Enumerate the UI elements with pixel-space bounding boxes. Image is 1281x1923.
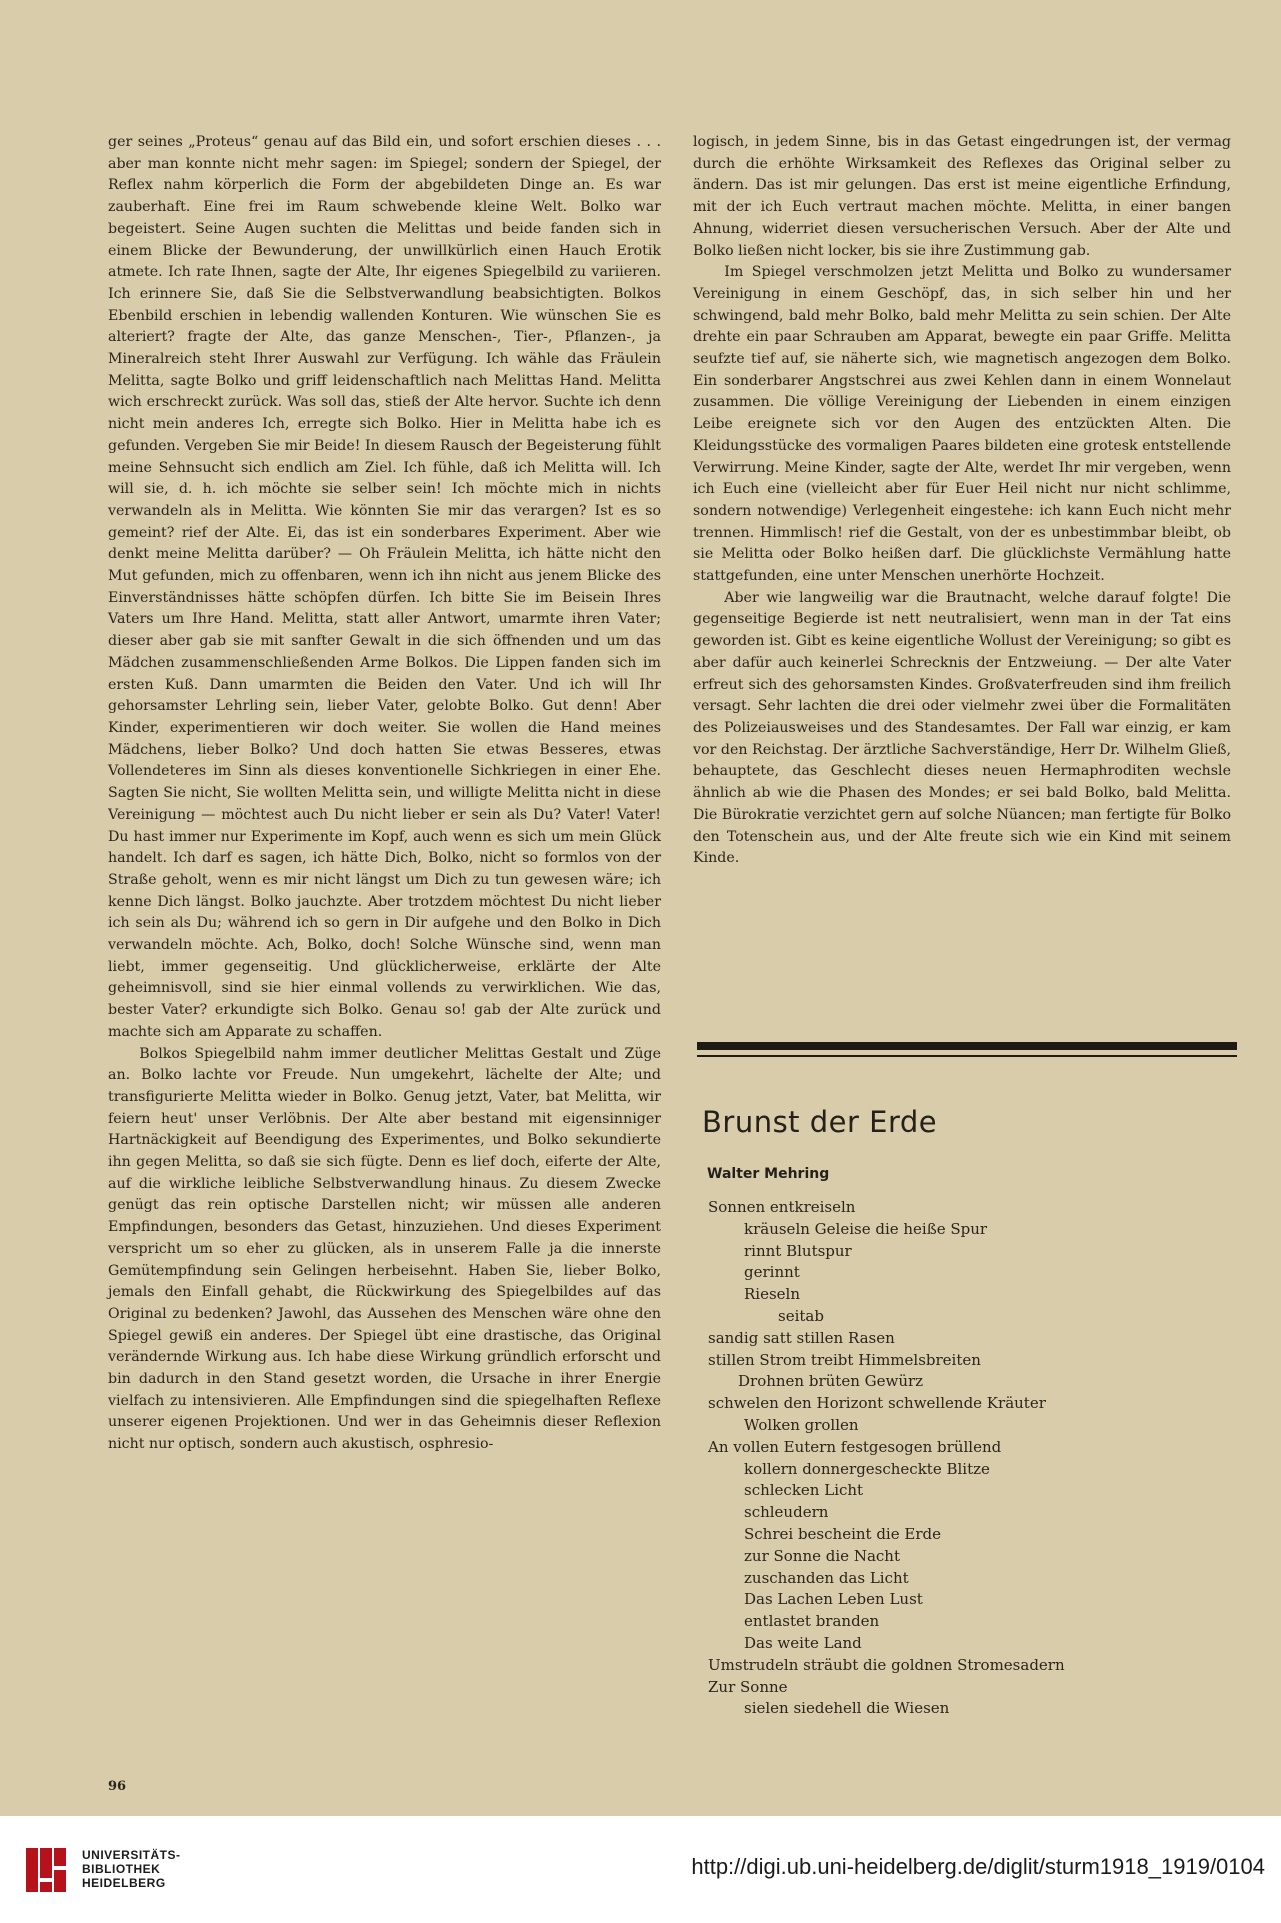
section-divider-thin xyxy=(697,1055,1237,1057)
poem-line: Zur Sonne xyxy=(708,1677,788,1696)
poem-line: stillen Strom treibt Himmelsbreiten xyxy=(708,1350,981,1369)
poem-line: schleudern xyxy=(744,1503,829,1522)
library-logo-line: UNIVERSITÄTS- xyxy=(82,1848,181,1862)
poem-line: Rieseln xyxy=(744,1285,801,1304)
viewer-footer xyxy=(0,1816,1281,1923)
article-paragraph: Im Spiegel verschmolzen jetzt Melitta und Bolko zu wundersamer Vereinigung in einem Geschöpf, das, in sich selber hin und her schwingend, bald mehr Bolko, bald mehr Melitta zu sein schien. Der Alte drehte ein paar Schrauben am Apparat, bewegte ein paar Griffe. Melitta seufzte tief auf, sie näherte sich, wie magnetisch angezogen dem Bolko. Ein sonderbarer Angstschrei aus zwei Kehlen dann in einem Wonnelaut zusammen. Die völlige Vereinigung der Liebenden in einem einzigen Leibe ereignete sich vor den Augen des entzückten Alten. Die Kleidungsstücke des vormaligen Paares bildeten eine grotesk entstellende Verwirrung. Meine Kinder, sagte der Alte, werdet Ihr mir vergeben, wenn ich Euch eine (vielleicht aber für Euer Heil nicht nur nicht schlimme, sondern notwendige) Verlegenheit eingestehe: ich kann Euch nicht mehr trennen. Himmlisch! rief die Gestalt, von der es unbestimmbar bleibt, ob sie Melitta oder Bolko heißen darf. Die glücklichste Vermählung hatte stattgefunden, eine unter Menschen unerhörte Hochzeit. xyxy=(693,264,1231,585)
library-logo-text xyxy=(82,1848,181,1890)
poem-line: rinnt Blutspur xyxy=(744,1241,852,1260)
poem-line: kräuseln Geleise die heiße Spur xyxy=(744,1219,988,1238)
poem-line: Das weite Land xyxy=(744,1633,862,1652)
poem-line: Sonnen entkreiseln xyxy=(708,1198,856,1216)
library-logo-line: BIBLIOTHEK xyxy=(82,1862,161,1876)
poem-author: Walter Mehring xyxy=(707,1166,830,1182)
poem-line: entlastet branden xyxy=(744,1612,880,1631)
university-seal-icon xyxy=(22,1844,70,1896)
poem-line: Umstrudeln sträubt die goldnen Stromesadern xyxy=(708,1655,1065,1674)
article-paragraph: ger seines „Proteus“ genau auf das Bild ein, und sofort erschien dieses . . . aber man konnte nicht mehr sagen: im Spiegel; sondern der Spiegel, der Reflex nahm körperlich die Form der abgebildeten Dinge an. Es war zauberhaft. Eine frei im Raum schwebende kleine Welt. Bolko war begeistert. Seine Augen suchten die Melittas und beide fanden sich in einem Blicke der Bewunderung, der unwillkürlich einen Hauch Erotik atmete. Ich rate Ihnen, sagte der Alte, Ihr eigenes Spiegelbild zu variieren. Ich erinnere Sie, daß Sie die Selbstverwandlung beabsichtigten. Bolkos Ebenbild erschien in lebendig wallenden Konturen. Wie wünschen Sie es alteriert? fragte der Alte, das ganze Menschen-, Tier-, Pflanzen-, ja Mineralreich steht Ihrer Auswahl zur Verfügung. Ich wähle das Fräulein Melitta, sagte Bolko und griff leidenschaftlich nach Melittas Hand. Melitta wich erschreckt zurück. Was soll das, stieß der Alte hervor. Suchte ich denn nicht mein anderes Ich, erregte sich Bolko. Hier in Melitta habe ich es gefunden. Vergeben Sie mir Beide! In diesem Rausch der Begeisterung fühlt meine Sehnsucht sich endlich am Ziel. Ich fühle, daß ich Melitta will. Ich will sie, d. h. ich möchte sie selber sein! Ich möchte mich in nichts verwandeln als in Melitta. Wie könnten Sie mir das verargen? Ist es so gemeint? rief der Alte. Ei, das ist ein sonderbares Experiment. Aber wie denkt meine Melitta darüber? — Oh Fräulein Melitta, ich hätte nicht den Mut gefunden, mich zu offenbaren, wenn ich ihn nicht aus jenem Blicke des Einverständnisses hätte schöpfen dürfen. Ich bitte Sie im Beisein Ihres Vaters um Ihre Hand. Melitta, statt aller Antwort, umarmte ihren Vater; dieser aber gab sie mit sanfter Gewalt in die sich öffnenden und um das Mädchen zusammenschließenden Arme Bolkos. Die Lippen fanden sich im ersten Kuß. Dann umarmten die Beiden den Vater. Und ich will Ihr gehorsamster Lehrling sein, lieber Vater, gelobte Bolko. Gut denn! Aber Kinder, experimentieren wir doch weiter. Sie wollen die Hand meines Mädchens, lieber Bolko? Und doch hatten Sie etwas Besseres, etwas Vollendeteres im Sinn als dieses konventionelle Sichkriegen in einer Ehe. Sagten Sie nicht, Sie wollten Melitta sein, und willigte Melitta nicht in diese Vereinigung — möchtest auch Du nicht lieber er sein als Du? Vater! Vater! Du hast immer nur Experimente im Kopf, auch wenn es sich um mein Glück handelt. Ich darf es sagen, ich hätte Dich, Bolko, nicht so formlos von der Straße geholt, wenn es mir nicht längst um Dich zu tun gewesen wäre; ich kenne Dich längst. Bolko jauchzte. Aber trotzdem möchtest Du nicht lieber ich sein als Du; während ich so gern in Dir aufgehe und den Bolko in Dich verwandeln möchte. Ach, Bolko, doch! Solche Wünsche sind, wenn man liebt, immer gegenseitig. Und glücklicherweise, erklärte der Alte geheimnisvoll, sind sie hier einmal vollends zu verwirklichen. Wie das, bester Vater? erkundigte sich Bolko. Genau so! gab der Alte zurück und machte sich am Apparate zu schaffen. xyxy=(108,134,661,1040)
library-logo-line: HEIDELBERG xyxy=(82,1876,166,1890)
poem-line: seitab xyxy=(778,1306,824,1325)
article-column-left xyxy=(108,132,661,1456)
poem-line: Das Lachen Leben Lust xyxy=(744,1590,923,1609)
article-paragraph: Aber wie langweilig war die Brautnacht, welche darauf folgte! Die gegenseitige Begierde ist nett neutralisiert, wenn man in der Tat eins geworden ist. Gibt es keine eigentliche Wollust der Vereinigung; so gibt es aber dafür auch keinerlei Schrecknis der Entzweiung. — Der alte Vater erfreut sich des gehorsamsten Kindes. Großvaterfreuden sind ihm freilich versagt. Sehr lachten die drei oder vielmehr zwei über die Formalitäten des Polizeiausweises und des Standesamtes. Der Fall war einzig, er kam vor den Reichstag. Der ärztliche Sachverständige, Herr Dr. Wilhelm Gließ, behauptete, das Geschlecht dieses neuen Hermaphroditen wechsle ähnlich ab wie die Phasen des Mondes; er sei bald Bolko, bald Melitta. Die Bürokratie verzichtet gern auf solche Nüancen; man fertigte für Bolko den Totenschein aus, und der Alte freute sich wie ein Kind mit seinem Kinde. xyxy=(693,589,1231,867)
poem-line: Wolken grollen xyxy=(744,1415,859,1434)
poem-line: zuschanden das Licht xyxy=(744,1568,909,1587)
poem-title: Brunst der Erde xyxy=(702,1105,938,1139)
page-number: 96 xyxy=(108,1779,127,1794)
poem-line: sandig satt stillen Rasen xyxy=(708,1328,895,1347)
poem-line: Drohnen brüten Gewürz xyxy=(738,1372,924,1391)
article-paragraph: Bolkos Spiegelbild nahm immer deutlicher Melittas Gestalt und Züge an. Bolko lachte vor Freude. Nun umgekehrt, lächelte der Alte; und transfigurierte Melitta wieder in Bolko. Genug jetzt, Vater, bat Melitta, wir feiern heut' unser Verlöbnis. Der Alte aber bestand mit eigensinniger Hartnäckigkeit auf Beendigung des Experimentes, und Bolko sekundierte ihn gegen Melitta, so daß sie sich fügte. Denn es lief doch, eiferte der Alte, auf die wirkliche leibliche Selbstverwandlung hinaus. Zu diesem Zwecke genügt das rein optische Darstellen nicht; wir müssen alle anderen Empfindungen, besonders das Getast, hinzuziehen. Und dieses Experiment verspricht um so eher zu glücken, als in unserem Falle ja die innerste Gemütempfindung sein Gelingen herbeisehnt. Haben Sie, lieber Bolko, jemals den Einfall gehabt, die Rückwirkung des Spiegelbildes auf das Original zu bedenken? Jawohl, das Aussehen des Menschen wäre ohne den Spiegel gewiß ein anderes. Der Spiegel übt eine drastische, das Original verändernde Wirkung aus. Ich habe diese Wirkung gründlich erforscht und bin dadurch in den Stand gesetzt worden, die Ursache in ihrer Energie vielfach zu intensivieren. Alle Empfindungen sind die spiegelhaften Reflexe unserer eigenen Projektionen. Und wer in das Geheimnis dieser Reflexion nicht nur optisch, sondern auch akustisch, osphresio- xyxy=(108,1045,661,1453)
poem-line: schlecken Licht xyxy=(744,1481,864,1500)
article-paragraph: logisch, in jedem Sinne, bis in das Getast eingedrungen ist, der vermag durch die erhöhte Wirksamkeit des Reflexes das Original selber zu ändern. Das ist mir gelungen. Das erst ist meine eigentliche Erfindung, mit der ich Euch vertraut machen möchte. Melitta, in einer bangen Ahnung, widerriet diesen versucherischen Versuch. Aber der Alte und Bolko ließen nicht locker, bis sie ihre Zustimmung gab. xyxy=(693,134,1231,259)
poem-line: gerinnt xyxy=(744,1263,800,1282)
article-column-right xyxy=(693,132,1231,870)
poem-line: sielen siedehell die Wiesen xyxy=(744,1699,950,1718)
section-divider-thick xyxy=(697,1042,1237,1050)
source-url-link[interactable]: http://digi.ub.uni-heidelberg.de/diglit/sturm1918_1919/0104 xyxy=(691,1854,1265,1879)
poem-line: An vollen Eutern festgesogen brüllend xyxy=(708,1437,1002,1456)
poem-line: kollern donnergescheckte Blitze xyxy=(744,1459,990,1478)
poem-body xyxy=(708,1197,1228,1720)
poem-line: schwelen den Horizont schwellende Kräuter xyxy=(708,1394,1046,1413)
poem-line: zur Sonne die Nacht xyxy=(744,1546,900,1565)
poem-line: Schrei bescheint die Erde xyxy=(744,1524,941,1543)
